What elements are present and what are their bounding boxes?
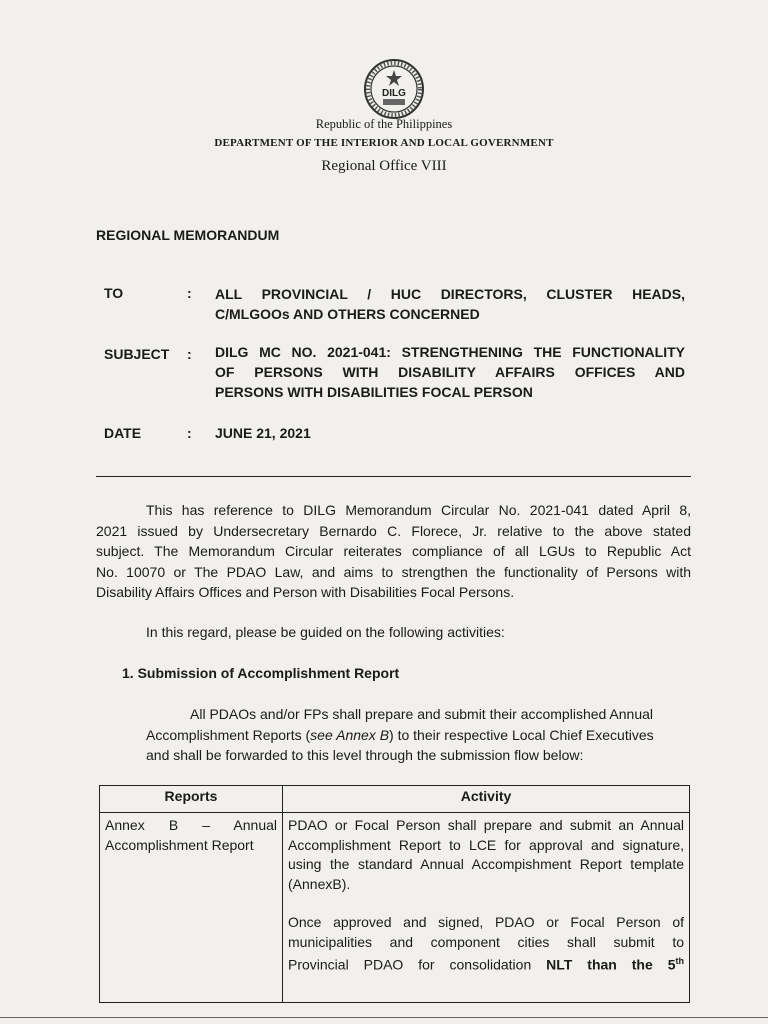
guidance-paragraph [96,622,691,643]
subject-line: OF PERSONS WITH DISABILITY AFFAIRS OFFICES AND [215,364,685,380]
subject-value [215,342,685,402]
to-line: C/MLGOOs AND OTHERS CONCERNED [215,306,480,322]
submission-flow-table [99,785,690,1003]
subject-line: PERSONS WITH DISABILITIES FOCAL PERSON [215,384,533,400]
header-divider [96,476,691,477]
paragraph-line: Disability Affairs Offices and Person with Disabilities Focal Persons. [96,584,515,600]
paragraph-line: 2021 issued by Undersecretary Bernardo C. Florece, Jr. relative to the above stated [96,522,691,539]
activity-line: municipalities and component cities shall submit to [288,933,684,950]
activity-line: Once approved and signed, PDAO or Focal Person of [288,914,684,930]
section-1-body [146,704,691,766]
subject-line: DILG MC NO. 2021-041: STRENGTHENING THE FUNCTIONALITY [215,344,685,360]
activity-line: using the standard Annual Accompishment Report template [288,856,684,872]
to-value [215,284,685,324]
report-cell [100,813,283,1003]
report-line: Accomplishment Report [105,836,254,853]
activity-text: Provincial PDAO for consolidation [288,956,547,973]
department-name: DEPARTMENT OF THE INTERIOR AND LOCAL GOVERNMENT [214,137,554,149]
activity-line [288,952,684,975]
date-value: JUNE 21, 2021 [215,425,311,441]
section-1-line [146,725,691,746]
subject-colon: : [187,346,192,362]
activity-line: (AnnexB). [288,875,351,892]
activity-line: PDAO or Focal Person shall prepare and submit an Annual [288,817,684,833]
subject-label: SUBJECT [104,346,170,362]
date-colon: : [187,425,192,441]
memo-title: REGIONAL MEMORANDUM [96,227,280,243]
annex-reference: see Annex B [310,726,390,743]
section-1-text: ) to their respective Local Chief Executives [389,726,654,743]
report-line: Annex B – Annual [105,817,277,833]
column-header-reports: Reports [100,786,283,813]
column-header-activity: Activity [283,786,690,813]
section-1-line: All PDAOs and/or FPs shall prepare and submit their accomplished Annual [190,706,654,722]
dilg-seal-icon [363,58,425,120]
activity-line: Accomplishment Report to LCE for approval and signature, [288,836,684,853]
svg-text:DILG: DILG [382,88,406,99]
section-1-line: and shall be forwarded to this level through the submission flow below: [146,747,584,763]
deadline-superscript: th [675,956,684,966]
paragraph-line: In this regard, please be guided on the following activities: [146,624,505,640]
date-label: DATE [104,425,142,441]
to-colon: : [187,285,192,301]
section-1-text: Accomplishment Reports ( [146,726,311,743]
activity-cell [283,813,690,1003]
table-header-row [100,786,690,813]
deadline-text: NLT than the 5 [546,956,676,973]
paragraph-line: This has reference to DILG Memorandum Circular No. 2021-041 dated April 8, [146,502,691,518]
reference-paragraph [96,500,691,603]
republic-line: Republic of the Philippines [315,117,453,131]
paragraph-line: No. 10070 or The PDAO Law, and aims to strengthen the functionality of Persons with [96,563,691,580]
to-line: ALL PROVINCIAL / HUC DIRECTORS, CLUSTER HEADS, [215,286,685,302]
to-label: TO [104,285,124,301]
table-row [100,813,690,1003]
regional-office: Regional Office VIII [321,158,447,174]
page-bottom-edge [0,1017,768,1018]
paragraph-line: subject. The Memorandum Circular reiterates compliance of all LGUs to Republic Act [96,543,691,559]
section-1-title: 1. Submission of Accomplishment Report [122,665,400,681]
